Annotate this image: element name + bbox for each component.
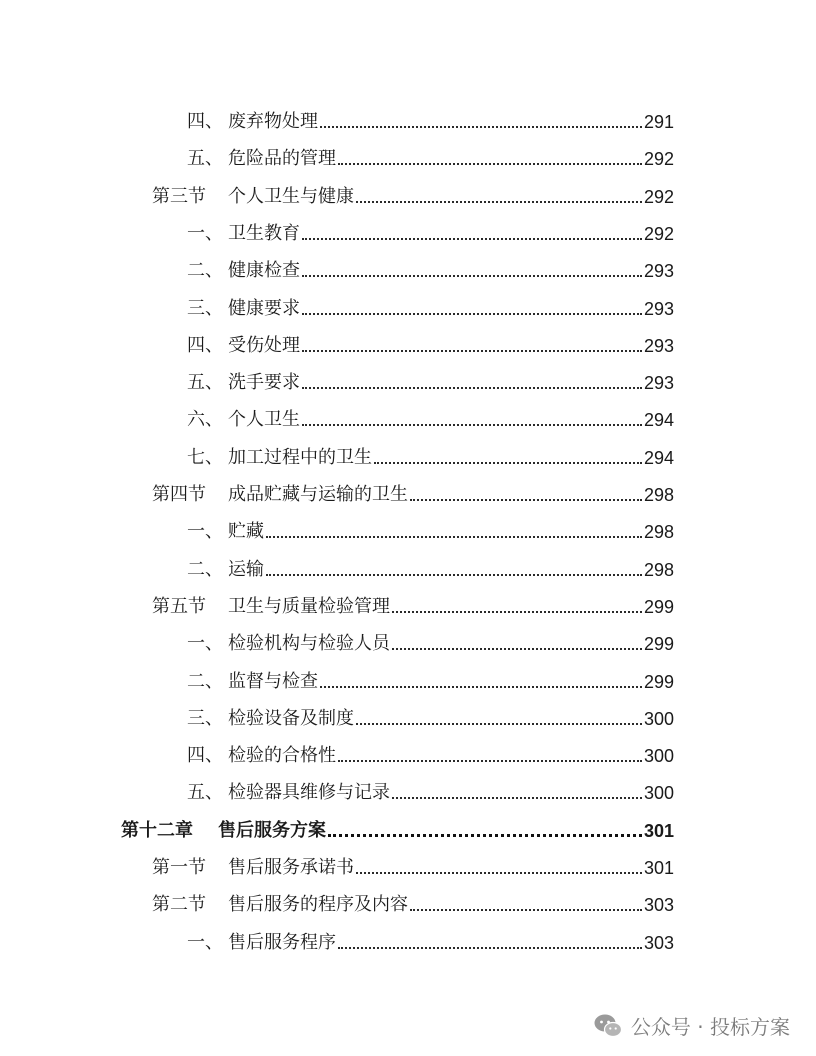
dot-leader (328, 834, 642, 837)
toc-section-entry[interactable] (152, 179, 674, 209)
toc-entry-title: 废弃物处理 (228, 111, 318, 132)
toc-entry-page: 293 (643, 298, 674, 319)
toc-entry-number: 二、 (187, 670, 223, 692)
dot-leader (302, 313, 642, 315)
dot-leader (320, 126, 642, 128)
dot-leader (302, 424, 642, 426)
dot-leader (392, 611, 642, 613)
toc-entry-page: 292 (643, 223, 674, 244)
toc-entry-page: 293 (643, 261, 674, 282)
toc-entry-title: 洗手要求 (228, 372, 300, 394)
toc-entry-page: 299 (643, 671, 674, 692)
toc-entry-number: 一、 (187, 931, 223, 953)
toc-entry-number: 一、 (187, 222, 223, 244)
toc-entry-title: 健康要求 (228, 297, 300, 319)
toc-entry-title: 受伤处理 (228, 334, 300, 356)
toc-entry-number: 第四节 (152, 484, 206, 505)
toc-entry[interactable] (187, 514, 674, 544)
toc-entry-title: 危险品的管理 (228, 148, 336, 170)
dot-leader (338, 947, 642, 949)
toc-entry-page: 293 (643, 335, 674, 356)
toc-entry-number: 二、 (187, 558, 223, 580)
toc-entry[interactable] (187, 328, 674, 358)
toc-entry-page: 292 (643, 149, 674, 170)
toc-entry-number: 二、 (187, 260, 223, 282)
toc-entry-page: 294 (643, 447, 674, 468)
toc-entry-page: 298 (643, 559, 674, 580)
toc-entry-number: 三、 (187, 707, 223, 729)
dot-leader (338, 163, 642, 165)
toc-entry-number: 一、 (187, 521, 223, 543)
toc-entry[interactable] (187, 738, 674, 768)
dot-leader (392, 648, 642, 650)
toc-entry-number: 第五节 (152, 595, 206, 617)
toc-entry-page: 293 (643, 373, 674, 394)
watermark (593, 1011, 790, 1040)
dot-leader (374, 462, 642, 464)
toc-entry-page: 291 (643, 112, 674, 132)
toc-entry-number: 五、 (187, 782, 223, 804)
toc-entry-page: 303 (643, 932, 674, 953)
toc-entry-page: 299 (643, 634, 674, 655)
toc-entry-number: 四、 (187, 111, 223, 132)
toc-entry-page: 298 (643, 485, 674, 505)
wechat-logo-icon (593, 1013, 623, 1039)
toc-section-entry[interactable] (152, 477, 674, 507)
dot-leader (356, 723, 642, 725)
toc-chapter-entry[interactable] (121, 813, 674, 843)
toc-section-entry[interactable] (152, 589, 674, 619)
toc-entry[interactable] (187, 664, 674, 694)
dot-leader (302, 387, 642, 389)
dot-leader (302, 238, 642, 240)
toc-entry-title: 加工过程中的卫生 (228, 446, 372, 468)
toc-entry-title: 运输 (228, 558, 264, 580)
toc-entry-number: 第十二章 (121, 819, 193, 841)
toc-entry-page: 292 (643, 186, 674, 207)
toc-entry[interactable] (187, 925, 674, 955)
dot-leader (410, 499, 642, 501)
toc-entry-number: 五、 (187, 372, 223, 394)
toc-entry-title: 个人卫生与健康 (228, 185, 354, 207)
toc-section-entry[interactable] (152, 887, 674, 917)
dot-leader (302, 275, 642, 277)
toc-entry-page: 300 (643, 783, 674, 804)
toc-entry-number: 三、 (187, 297, 223, 319)
toc-entry-title: 个人卫生 (228, 409, 300, 431)
toc-entry-title: 检验的合格性 (228, 745, 336, 767)
toc-entry[interactable] (187, 701, 674, 731)
toc-entry-page: 301 (643, 820, 674, 841)
toc-entry[interactable] (187, 141, 674, 171)
dot-leader (338, 760, 642, 762)
toc-entry-page: 300 (643, 708, 674, 729)
toc-entry[interactable] (187, 104, 674, 134)
toc-entry-page: 294 (643, 410, 674, 431)
toc-entry-title: 卫生教育 (228, 222, 300, 244)
toc-entry-number: 四、 (187, 334, 223, 356)
toc-entry[interactable] (187, 440, 674, 470)
dot-leader (266, 536, 642, 538)
toc-entry-number: 第二节 (152, 894, 206, 916)
dot-leader (356, 872, 642, 874)
toc-entry-number: 第一节 (152, 857, 206, 878)
toc-entry-title: 售后服务方案 (218, 819, 326, 841)
toc-entry-page: 299 (643, 596, 674, 617)
toc-entry[interactable] (187, 365, 674, 395)
toc-entry-title: 贮藏 (228, 521, 264, 543)
toc-entry[interactable] (187, 253, 674, 283)
toc-entry-number: 第三节 (152, 185, 206, 207)
toc-entry-title: 检验器具维修与记录 (228, 782, 390, 804)
dot-leader (356, 201, 642, 203)
toc-entry-title: 售后服务程序 (228, 931, 336, 953)
toc-entry-page: 303 (643, 895, 674, 916)
dot-leader (320, 686, 642, 688)
toc-entry-number: 四、 (187, 745, 223, 767)
dot-leader (410, 909, 642, 911)
toc-entry[interactable] (187, 552, 674, 582)
toc-entry-number: 七、 (187, 446, 223, 468)
toc-entry-page: 300 (643, 746, 674, 767)
toc-entry-title: 健康检查 (228, 260, 300, 282)
toc-entry-title: 监督与检查 (228, 670, 318, 692)
toc-entry[interactable] (187, 775, 674, 805)
toc-entry-number: 一、 (187, 633, 223, 655)
toc-entry[interactable] (187, 626, 674, 656)
toc-entry-title: 卫生与质量检验管理 (228, 595, 390, 617)
toc-entry-title: 成品贮藏与运输的卫生 (228, 484, 408, 505)
toc-entry[interactable] (187, 216, 674, 246)
toc-entry[interactable] (187, 402, 674, 432)
toc-entry-page: 298 (643, 522, 674, 543)
toc-entry[interactable] (187, 291, 674, 321)
toc-section-entry[interactable] (152, 850, 674, 880)
watermark-text: 公众号 · 投标方案 (630, 1015, 790, 1039)
toc-entry-number: 六、 (187, 409, 223, 431)
toc-entry-title: 售后服务的程序及内容 (228, 894, 408, 916)
toc-entry-title: 检验机构与检验人员 (228, 633, 390, 655)
toc-entry-page: 301 (643, 858, 674, 878)
dot-leader (392, 797, 642, 799)
dot-leader (266, 574, 642, 576)
toc-entry-title: 检验设备及制度 (228, 707, 354, 729)
toc-entry-title: 售后服务承诺书 (228, 857, 354, 878)
dot-leader (302, 350, 642, 352)
toc-entry-number: 五、 (187, 148, 223, 170)
